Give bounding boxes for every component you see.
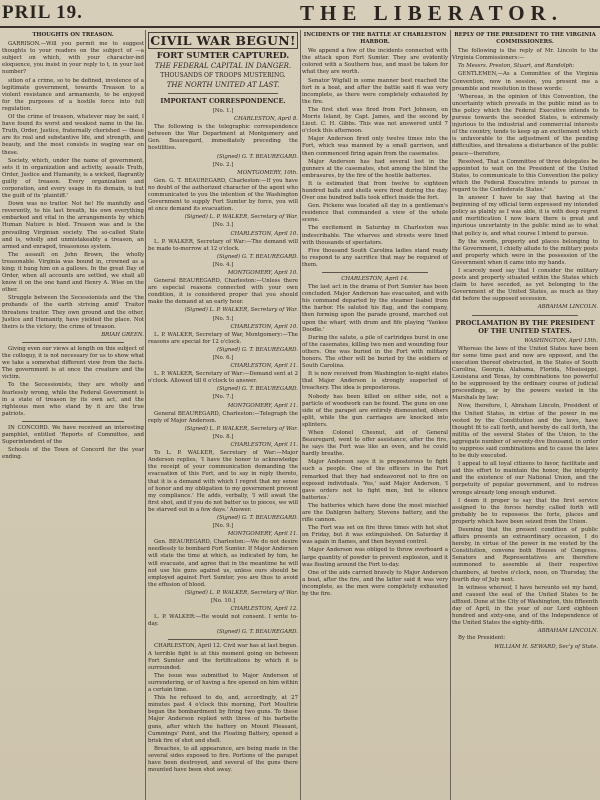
- divider: [168, 639, 278, 640]
- paragraph: I appeal to all loyal citizens to favor, facilitate and aid this effort to maintain the honor, the integrity and the existence of our National Union, and the perpetuity of popular government, and to redress wrongs already long enough endured.: [452, 461, 598, 496]
- dispatch: [148, 162, 298, 222]
- paragraph: When Colonel Chesnut, aid of General Beauregard, went to offer assistance, after the fire, he says the Fort was like an oven, and he could hardly breathe.: [302, 429, 448, 458]
- dispatch-dateline: CHARLESTON, April 11.: [230, 442, 298, 449]
- paragraph: Deeming that the present condition of public affairs presents an extraordinary occasion, I do hereby, in virtue of the power in me vested by the Constitution, convene both Houses of Congress. Senators and Representatives are therefore summoned to assemble at their respective chambers, at twelve o'clock, noon, on Thursday, the fourth day of July next.: [452, 527, 598, 583]
- section-heading: IMPORTANT CORRESPONDENCE.: [160, 97, 286, 105]
- paragraph: Major Anderson was obliged to throw overboard a large quantity of powder to prevent explosion, and it was floating around the Fort to-day.: [302, 547, 448, 568]
- divider: [22, 421, 124, 422]
- article-signature: ABRAHAM LINCOLN.: [537, 304, 598, 311]
- attestation: By the President:: [458, 635, 506, 642]
- dispatch-text: Gen. G. T. BEAUREGARD, Charleston:—If you have no doubt of the authorized character of the agent who communicated to you the intention of the Washington Government to supply Fort Sumter by force, you will at once demand its evacuation.: [148, 177, 298, 213]
- column-4: [452, 30, 598, 800]
- paragraph: The last act in the drama of Fort Sumter has been concluded. Major Anderson has evacuated, and with his command departed by the steamer Isabel from the harbor. He saluted his flag, and the company, then forming upon the parade ground, marched out upon the wharf, with drum and fife playing 'Yankee Doodle.': [302, 284, 448, 333]
- paragraph: Major Anderson has had several lost in the gunners at the casemates, shot among the blind the embrasures, by the fire of the hostile batteries.: [302, 158, 448, 179]
- deck-north: THE NORTH UNITED AT LAST.: [166, 81, 280, 89]
- paragraph: The Fort was set on fire three times with hot shot on Friday, but it was extinguished. On Saturday it was again in flames, and then beyond control.: [302, 525, 448, 546]
- paragraph: The first shot was fired from Fort Johnson, on Morris Island, by Capt. James, and the second by Lieut. C. H. Gibbs. This was not answered until 7 o'clock this afternoon.: [302, 106, 448, 135]
- dispatch-dateline: MONTGOMERY, 10th.: [237, 169, 298, 176]
- divider: [322, 272, 428, 273]
- paragraph: Resolved, That a Committee of three delegates be appointed to wait on the President of the United States, to communicate to this Convention the policy which the Federal Executive intends to pursue in regard to the Confederate States.': [452, 158, 598, 193]
- paragraph: To the Secessionists, they are wholly and fearlessly wrong, while the Federal Government is in a state of treason by its own act, and the righteous men who stand by it are the true patriots.: [2, 382, 144, 417]
- paragraph: Down was no traitor. Not he! He manfully and reverently, to his last breath, his own everything embarked and vital in the arrangements by which Human Nature is bled. Treason was and is the prevailing Virginian society. The so-called State and is, wholly and unmistakeably a treason, an armed and enraged, treasonous system.: [2, 201, 144, 250]
- dispatch-signature: (Signed) G. T. BEAUREGARD.: [216, 253, 298, 260]
- article-signature: BRIAH GREEN.: [101, 331, 144, 338]
- issue-date: PRIL 19.: [2, 2, 83, 23]
- column-rule: [450, 30, 451, 800]
- paragraph: It is estimated that from twelve to eighteen hundred balls and shells were fired during the day. Over one hundred balls took effect inside the fort.: [302, 180, 448, 202]
- dispatch-text: General BEAUREGARD, Charleston:—Unless there are especial reasons connected with your own condition, it is considered proper that you should make the demand at an early hour.: [148, 278, 298, 306]
- dispatch-text: L. P. WALKER, Secretary of War:—The demand will be made to-morrow at 12 o'clock.: [148, 238, 298, 252]
- paragraph: This he refused to do, and, accordingly, at 27 minutes past 4 o'clock this morning, Fort Moultrie began the bombardment by firing two guns. To these Major Anderson replied with three of his barbette guns, after which the battery on Mount Pleasant, Cummings' Point, and the Floating Battery, opened a brisk fire of shot and shell.: [148, 695, 298, 744]
- proclamation-body: [452, 346, 598, 628]
- dispatch-signature: (Signed) L. P. WALKER, Secretary of War.: [184, 307, 298, 314]
- salutation: To Messrs. Preston, Stuart, and Randolph:: [458, 63, 575, 70]
- dispatch-dateline: MONTGOMERY, April 11.: [227, 531, 298, 538]
- dispatch-dateline: CHARLESTON, April 8.: [233, 116, 298, 123]
- dispatch-signature: (Signed) L. P. WALKER, Secretary of War.: [184, 214, 298, 221]
- paragraph: Major Anderson fired only twelve times into the Fort, which was manned by a small garrison, and then commenced firing again from the casemates.: [302, 136, 448, 157]
- article-body: [452, 71, 598, 303]
- dispatch: [148, 316, 298, 354]
- notice-heading: IN CONCORD. We have received an interesting pamphlet, entitled 'Reports of Committee, and Superintendent of the: [2, 424, 144, 446]
- dispatch-text: Gen. BEAUREGARD, Charleston:—We do not desire needlessly to bombard Fort Sumter. If Major Anderson will state the time at which, as indicated by him, he will evacuate, and agree that in the meantime he will not use his guns against us, unless ours should be employed against Fort Sumter, you are thus to avoid the effusion of blood.: [148, 539, 298, 588]
- dispatch-number: [No. 3.]: [212, 222, 234, 229]
- dispatch-number: [No. 9.]: [212, 523, 234, 530]
- deck-capital: THE FEDERAL CAPITAL IN DANGER.: [154, 62, 292, 70]
- dispatch-number: [No. 10.]: [210, 598, 236, 604]
- paragraph: The batteries which have done the most mischief are the Dahlgren battery, Stevens battery, and the rifle cannon.: [302, 502, 448, 524]
- dispatch-signature: (Signed) G. T. BEAUREGARD.: [216, 629, 298, 636]
- paragraph: One of the aids carried bravely to Major Anderson a boat, after the fire, and the latter said it was very incomplete, as the men were completely exhausted by the fire.: [302, 569, 448, 598]
- dispatch-signature: (Signed) L. P. WALKER, Secretary of War.: [184, 589, 298, 596]
- paragraph: In answer I have to say that having at the beginning of my official term expressed my intended policy as plainly as I was able, it is with deep regret and mortification I now learn there is great and injurious uncertainty in the public mind as to what that policy is, and what course I intend to pursue.: [452, 195, 598, 237]
- newspaper-title: THE LIBERATOR.: [300, 1, 563, 25]
- paragraph: Breaches, to all appearance, are being made in the several sides exposed to fire. Portions of the parapet have been destroyed, and several of the guns there mounted have been shot away.: [148, 745, 298, 774]
- dispatch: [148, 394, 298, 432]
- dispatch-list: [148, 108, 298, 636]
- dispatch: [148, 355, 298, 393]
- dispatch-text: The following is the telegraphic correspondence between the War Department at Montgomery and Gen. Beauregard, immediately preceding the hostilities.: [148, 124, 298, 152]
- dispatch-dateline: CHARLESTON, April 10.: [230, 230, 298, 237]
- dispatch-dateline: MONTGOMERY, April 11.: [227, 402, 298, 409]
- article-heading: REPLY OF THE PRESIDENT TO THE VIRGINIA COMMISSIONERS.: [454, 32, 596, 46]
- column-2: [148, 30, 298, 800]
- dispatch-text: L. P. WALKER, Secretary of War, Montgomery:—The reasons are special for 12 o'clock.: [148, 331, 298, 345]
- paragraph: Whereas the laws of the United States have been for some time past and now are opposed, and the execution thereof obstructed, in the States of South Carolina, Georgia, Alabama, Florida, Mississippi, Louisiana and Texas, by combinations too powerful to be suppressed by the ordinary course of judicial proceedings, or by the powers vested in the Marshals by law;: [452, 345, 598, 402]
- paragraph: GARRISON.—Will you permit me to suggest thoughts to your readers on the subject of —a subject on which, with your character-ind eloquence, you insist in your reply to t, in your last number?: [2, 41, 144, 76]
- paragraph: GENTLEMEN,—As a Committee of the Virginia Convention, now in session, you present me a preamble and resolution in these words:: [452, 71, 598, 92]
- proclamation-heading: PROCLAMATION BY THE PRESIDENT OF THE UNITED STATES.: [455, 318, 595, 335]
- dispatch-signature: (Signed) G. T. BEAUREGARD.: [216, 346, 298, 353]
- dispatch-number: [No. 4.]: [212, 261, 234, 268]
- dispatch-text: L. P. WALKER, Secretary of War:—Demand sent at 2 o'clock. Allowed till 6 o'clock to answer.: [148, 371, 298, 385]
- dispatch: [148, 108, 298, 161]
- paragraph: The assault on John Brown, the wholly treasonable. Virginia was bound in, crowned as a king; it hung him on a gallows. In the great Day of Order, when all accounts are settled, we shall all know it on the one hand and Henry A. Wise on the other.: [2, 251, 144, 294]
- paragraph: In witness whereof, I have hereunto set my hand, and caused the seal of the United States to be affixed. Done at the City of Washington, this fifteenth day of April, in the year of our Lord eighteen hundred and sixty-one, and of the Independence of the United States the eighty-fifth.: [452, 584, 598, 627]
- article-heading: THOUGHTS ON TREASON.: [32, 32, 114, 38]
- column-3: [302, 30, 448, 800]
- paragraph: Now, therefore, I, Abraham Lincoln, President of the United States, in virtue of the power in me vested by the Constitution and the laws, have thought fit to call forth, and hereby do call forth, the militia of the several States of the Union, to the aggregate number of seventy-five thousand, in order to suppress said combinations and to cause the laws to be duly executed.: [452, 403, 598, 460]
- dispatch-number: [No. 2.]: [212, 161, 234, 168]
- headline-civil-war: CIVIL WAR BEGUN!: [148, 32, 298, 49]
- paragraph: CHARLESTON, April 12. Civil war has at last begun. A terrible fight is at this moment going on between Fort Sumter and the fortifications by which it is surrounded.: [148, 643, 298, 671]
- paragraph: Society, which, under the name of government, sets it in organization and activity, assails Truth, Order, Justice and Humanity, is a wicked, flagrantly guilty of treason. Every organization and corporation, and every usage in its domain, is but the guilt of its 'plaintiff.': [2, 157, 144, 200]
- dispatch-text: General BEAUREGARD, Charleston:—Telegraph the reply of Major Anderson.: [148, 410, 298, 424]
- dispatch-text: L. P. WALKER:—He would not consent. I write to-day.: [148, 614, 298, 628]
- dispatch-signature: (Signed) G. T. BEAUREGARD.: [216, 153, 298, 160]
- proclamation-signature: ABRAHAM LINCOLN.: [537, 628, 598, 635]
- column-rule: [145, 30, 146, 800]
- editorial-note: [2, 346, 144, 418]
- paragraph: It is now received from Washington to-night states that Major Anderson is strongly suspected of treachery. The idea is preposterous.: [302, 371, 448, 392]
- notice-tail: Schools of the Town of Concord for the year ending.: [2, 447, 144, 461]
- dispatch: [148, 434, 298, 522]
- paragraph: Nobody has been killed on either side, not a particle of woodwork can be found. The guns on one side of the parapet are entirely dismounted, others split, while the gun carriages are knocked into splinters.: [302, 393, 448, 428]
- paragraph: I deem it proper to say that the first service assigned to the forces hereby called forth will probably be to repossess the forts, places and property which have been seized from the Union.: [452, 497, 598, 525]
- secretary-signature: WILLIAM H. SEWARD, Sec'y of State.: [494, 643, 598, 650]
- masthead: [0, 0, 600, 28]
- paragraph: I scarcely need say that I consider the military posts and property situated within the States which claim to have seceded, as yet belonging to the Government of the United States, as much as they did before the supposed secession.: [452, 268, 598, 303]
- divider: [472, 315, 578, 316]
- paragraph: 'Whereas, in the opinion of this Convention, the uncertainty which prevails in the public mind as to the policy which the Federal Executive intends to pursue towards the seceded States, is extremely injurious to the industrial and commercial interests of the country, tends to keep up an excitement which is unfavorable to the adjustment of the pending difficulties, and threatens a disturbance of the public peace—therefore,: [452, 93, 598, 157]
- dispatch-number: [No. 1.]: [212, 108, 234, 114]
- paragraph: By the words, property and places belonging to the Government, I chiefly allude to the military posts and property which were in the possession of the Government when it came into my hands.: [452, 238, 598, 266]
- divider: [168, 93, 278, 94]
- divider: [22, 342, 124, 343]
- dispatch-signature: (Signed) L. P. WALKER, Secretary of War.: [184, 425, 298, 432]
- dispatch-text: To L. P. WALKER, Secretary of War:—Major Anderson replies, 'I have the honor to acknowledge the receipt of your communication demanding the evacuation of this Fort, and to say in reply thereto, that it is a demand with which I regret that my sense of honor and my obligation to my government prevent my compliance.' He adds, verbally, 'I will await the first shot, and if you do not batter us to pieces, we will be starved out in a few days.' Answer.: [148, 450, 298, 513]
- dispatch: [148, 222, 298, 260]
- dateline: WASHINGTON, April 15th.: [524, 337, 598, 344]
- paragraph: The issue was submitted to Major Anderson of surrendering, or of having a fire opened on him within a certain time.: [148, 672, 298, 694]
- dateline: CHARLESTON, April 14.: [341, 276, 409, 282]
- paragraph: sition of a crime, so to be defined, involence of a legitimate government, towards Treason to a violent resistance and armaments, to be enjoyed for the purposes of a hostile force into full regulation.: [2, 77, 144, 112]
- paragraph: Giving even our views at length on this subject of the colloquy, it is not necessary for us to show what we take a somewhat different view from the facts. The government is at once the creature and the victim.: [2, 345, 144, 381]
- paragraph: Gen. Pickens was located all day in a gentleman's residence that commanded a view of the whole scene.: [302, 203, 448, 224]
- paragraph: The excitement in Saturday in Charleston was indescribable. The wharves and streets were lined with thousands of spectators.: [302, 225, 448, 246]
- dispatch-number: [No. 8.]: [212, 433, 234, 440]
- dispatch: [148, 523, 298, 597]
- article-heading: INCIDENTS OF THE BATTLE AT CHARLESTON HARBOR.: [303, 32, 447, 46]
- dispatch: [148, 262, 298, 315]
- paragraph: During the salute, a pile of cartridges burst in one of the casemates, killing two men and wounding four others. One was buried in the Fort with military honors. The other will be buried by the soldiers of South Carolina.: [302, 334, 448, 370]
- dispatch-signature: (Signed) G. T. BEAUREGARD.: [216, 386, 298, 393]
- dispatch-dateline: CHARLESTON, April 10.: [230, 323, 298, 330]
- column-1: [2, 30, 144, 800]
- paragraph: Of the crime of treason, whatever may be said, I have found its worst and weakest name in the lie. Truth, Order, Justice, fraternally cherished — these are its real and substantive life, and strength, and beauty, and the most consists in waging war on these.: [2, 114, 144, 156]
- dispatch-dateline: CHARLESTON, April 11.: [230, 363, 298, 370]
- dispatch-dateline: CHARLESTON, April 12.: [230, 606, 298, 613]
- paragraph: We append a few of the incidents connected with the attack upon Fort Sumter. They are evidently colored with a Southern hue, and must be taken for what they are worth.: [302, 48, 448, 76]
- article-body: [302, 48, 448, 269]
- dispatch-number: [No. 7.]: [212, 394, 234, 401]
- article-body: [302, 284, 448, 598]
- column-rule: [300, 30, 301, 800]
- headline-sumter: FORT SUMTER CAPTURED.: [156, 51, 290, 61]
- deck-troops: THOUSANDS OF TROOPS MUSTERING.: [160, 72, 286, 79]
- paragraph: Major Anderson says it is preposterous to fight such a people. One of the officers in the Fort remarked that they had endeavored not to fire on exposed individuals. 'Yes,' said Major Anderson, 'I gave orders not to fight men, but to silence batteries.': [302, 459, 448, 501]
- battle-report: [148, 643, 298, 774]
- dispatch: [148, 598, 298, 636]
- paragraph: Five thousand South Carolina ladies stand ready to respond to any sacrifice that may be required of them.: [302, 247, 448, 268]
- dispatch-signature: (Signed) G. T. BEAUREGARD.: [216, 514, 298, 521]
- paragraph: Struggle between the Secessionists and the 'the probands of the earth striving amid' Traitor threatens traitor. They own ground and the other, Justice and Humanity, have yielded the place. Not theirs is the victory; the crime of treason.: [2, 295, 144, 330]
- article-body: [2, 41, 144, 331]
- dispatch-dateline: MONTGOMERY, April 10.: [227, 269, 298, 276]
- article-intro: The following is the reply of Mr. Lincoln to the Virginia Commissioners:—: [452, 48, 598, 62]
- paragraph: Senator Wigfall in some manner best reached the fort in a boat, and after the battle said it was very incomplete, as there were completely exhausted by the fire.: [302, 77, 448, 105]
- dispatch-number: [No. 6.]: [212, 355, 234, 361]
- dispatch-number: [No. 5.]: [212, 315, 234, 322]
